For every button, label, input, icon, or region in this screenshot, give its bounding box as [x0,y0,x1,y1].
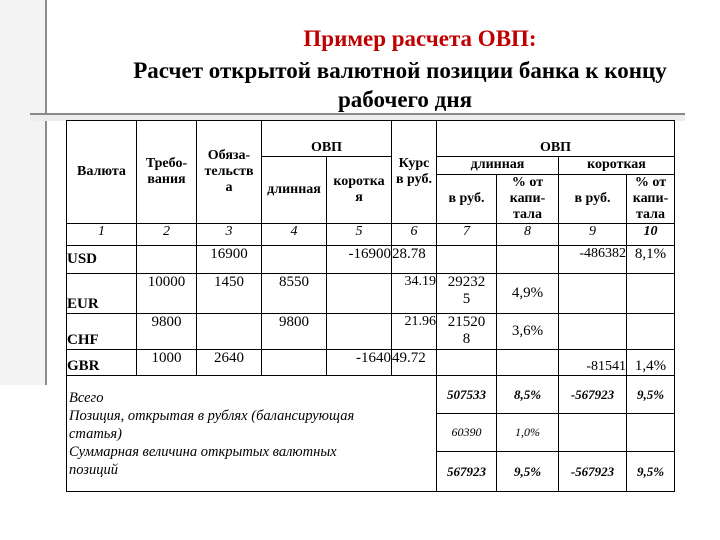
sum-short-rub: -567923 [559,452,627,492]
ovp-table [66,120,675,492]
currency-cell: CHF [67,314,137,350]
short-pct-cell [627,274,675,314]
rate-cell: 34.19 [392,274,437,314]
header-claims: Требо- вания [137,121,197,224]
long-cell [262,350,327,376]
sum-long-rub: 567923 [437,452,497,492]
long-cell: 8550 [262,274,327,314]
rub-short-pct [627,414,675,452]
short-pct-cell: 1,4% [627,350,675,376]
header-long-rub-value: в руб. [437,175,497,224]
header-short: коротка я [327,157,392,224]
rate-cell: 28.78 [392,246,437,274]
col-number: 6 [392,224,437,246]
header-short-pct: % от капи- тала [627,175,675,224]
table-row [67,246,675,274]
short-cell: -1640 [327,350,392,376]
long-rub-cell: 29232 5 [437,274,497,314]
long-rub-cell [437,350,497,376]
slide-subtitle-line1: Расчет открытой валютной позиции банка к концу [133,58,667,83]
long-rub-cell: 21520 8 [437,314,497,350]
liabilities-cell: 16900 [197,246,262,274]
header-ovp-rub: ОВП [437,121,675,157]
header-rate: Курс в руб. [392,121,437,224]
rub-short-rub [559,414,627,452]
header-ovp: ОВП [262,121,392,157]
short-cell [327,314,392,350]
footer-labels: Всего Позиция, открытая в рублях (балансирующая статья) Суммарная величина открытых валютных позиций [67,376,437,492]
long-pct-cell: 4,9% [497,274,559,314]
col-number: 3 [197,224,262,246]
currency-cell: GBR [67,350,137,376]
claims-cell: 1000 [137,350,197,376]
short-rub-cell: -486382 [559,246,627,274]
header-short-rub: короткая [559,157,675,175]
currency-cell: USD [67,246,137,274]
long-rub-cell [437,246,497,274]
table-row [67,350,675,376]
total-long-pct: 8,5% [497,376,559,414]
col-number: 10 [627,224,675,246]
claims-cell: 10000 [137,274,197,314]
col-number: 5 [327,224,392,246]
liabilities-cell: 1450 [197,274,262,314]
liabilities-cell: 2640 [197,350,262,376]
short-pct-cell [627,314,675,350]
header-long-rub: длинная [437,157,559,175]
liabilities-cell [197,314,262,350]
rub-long-pct: 1,0% [497,414,559,452]
col-number: 9 [559,224,627,246]
long-pct-cell: 3,6% [497,314,559,350]
slide-subtitle-line2: рабочего дня [337,87,473,112]
header-long: длинная [262,157,327,224]
long-cell [262,246,327,274]
claims-cell: 9800 [137,314,197,350]
header-long-pct: % от капи- тала [497,175,559,224]
rate-cell: 21.96 [392,314,437,350]
col-number: 1 [67,224,137,246]
col-number: 4 [262,224,327,246]
short-rub-cell: -81541 [559,350,627,376]
header-short-rub-value: в руб. [559,175,627,224]
table-row [67,314,675,350]
long-cell: 9800 [262,314,327,350]
short-cell [327,274,392,314]
sum-short-pct: 9,5% [627,452,675,492]
short-pct-cell: 8,1% [627,246,675,274]
long-pct-cell [497,246,559,274]
col-number: 7 [437,224,497,246]
col-number: 8 [497,224,559,246]
currency-cell: EUR [67,274,137,314]
short-rub-cell [559,274,627,314]
table-row [67,274,675,314]
total-short-rub: -567923 [559,376,627,414]
total-long-rub: 507533 [437,376,497,414]
claims-cell [137,246,197,274]
sum-long-pct: 9,5% [497,452,559,492]
long-pct-cell [497,350,559,376]
rub-long-rub: 60390 [437,414,497,452]
col-number: 2 [137,224,197,246]
header-liabilities: Обяза- тельств а [197,121,262,224]
total-row [67,376,675,414]
rate-cell: 49.72 [392,350,437,376]
short-cell: -16900 [327,246,392,274]
header-currency: Валюта [67,121,137,224]
total-short-pct: 9,5% [627,376,675,414]
slide-title: Пример расчета ОВП: [303,26,537,51]
short-rub-cell [559,314,627,350]
